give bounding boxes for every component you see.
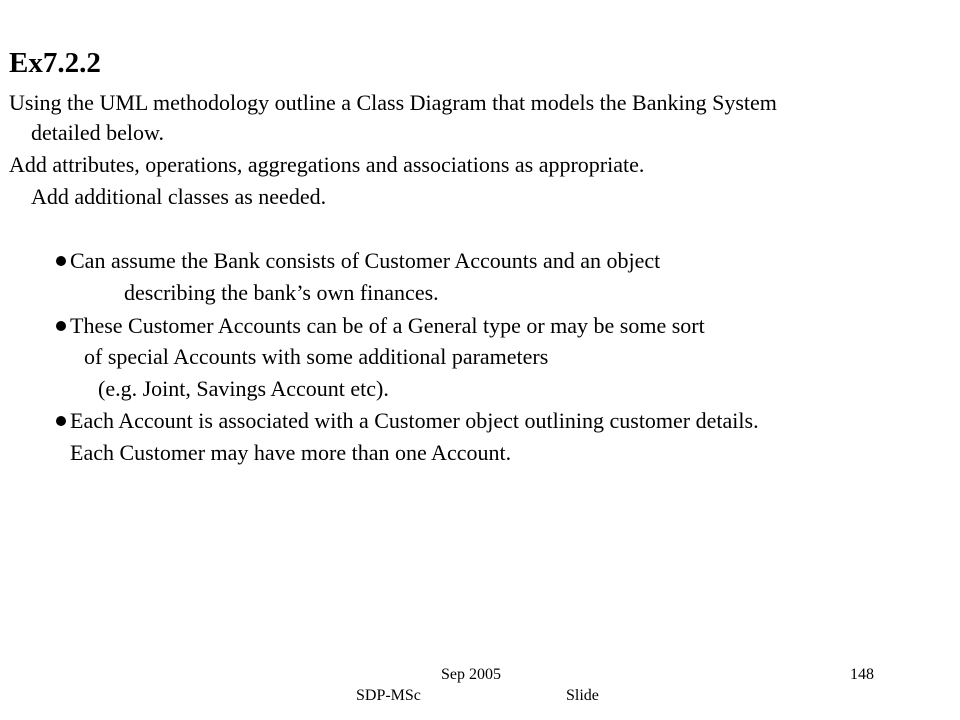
footer-course: SDP-MSc xyxy=(356,687,421,704)
footer-date: Sep 2005 xyxy=(441,666,501,683)
intro-line-3: Add attributes, operations, aggregations and associations as appropriate. xyxy=(9,152,645,177)
bullet-item-2 xyxy=(55,311,705,341)
filled-circle-icon xyxy=(55,415,67,427)
bullet-3-line-1: Each Account is associated with a Customer object outlining customer details. xyxy=(70,408,759,433)
footer-slide-label: Slide xyxy=(566,687,599,704)
bullet-1-line-2: describing the bank’s own finances. xyxy=(124,280,439,305)
bullet-2-line-1: These Customer Accounts can be of a General type or may be some sort xyxy=(70,313,705,338)
bullet-2-line-2: of special Accounts with some additional parameters xyxy=(84,344,549,369)
bullet-1-line-1: Can assume the Bank consists of Customer Accounts and an object xyxy=(70,248,661,273)
footer-page-number: 148 xyxy=(850,666,874,683)
bullet-item-3 xyxy=(55,406,759,436)
bullet-item-1 xyxy=(55,246,660,276)
intro-line-1: Using the UML methodology outline a Class Diagram that models the Banking System xyxy=(9,90,777,115)
filled-circle-icon xyxy=(55,255,67,267)
intro-line-4: Add additional classes as needed. xyxy=(31,184,327,209)
bullet-2-line-3: (e.g. Joint, Savings Account etc). xyxy=(98,376,389,401)
filled-circle-icon xyxy=(55,320,67,332)
intro-line-2: detailed below. xyxy=(31,120,164,145)
bullet-3-line-2: Each Customer may have more than one Account. xyxy=(70,440,512,465)
slide-title: Ex7.2.2 xyxy=(9,47,101,79)
